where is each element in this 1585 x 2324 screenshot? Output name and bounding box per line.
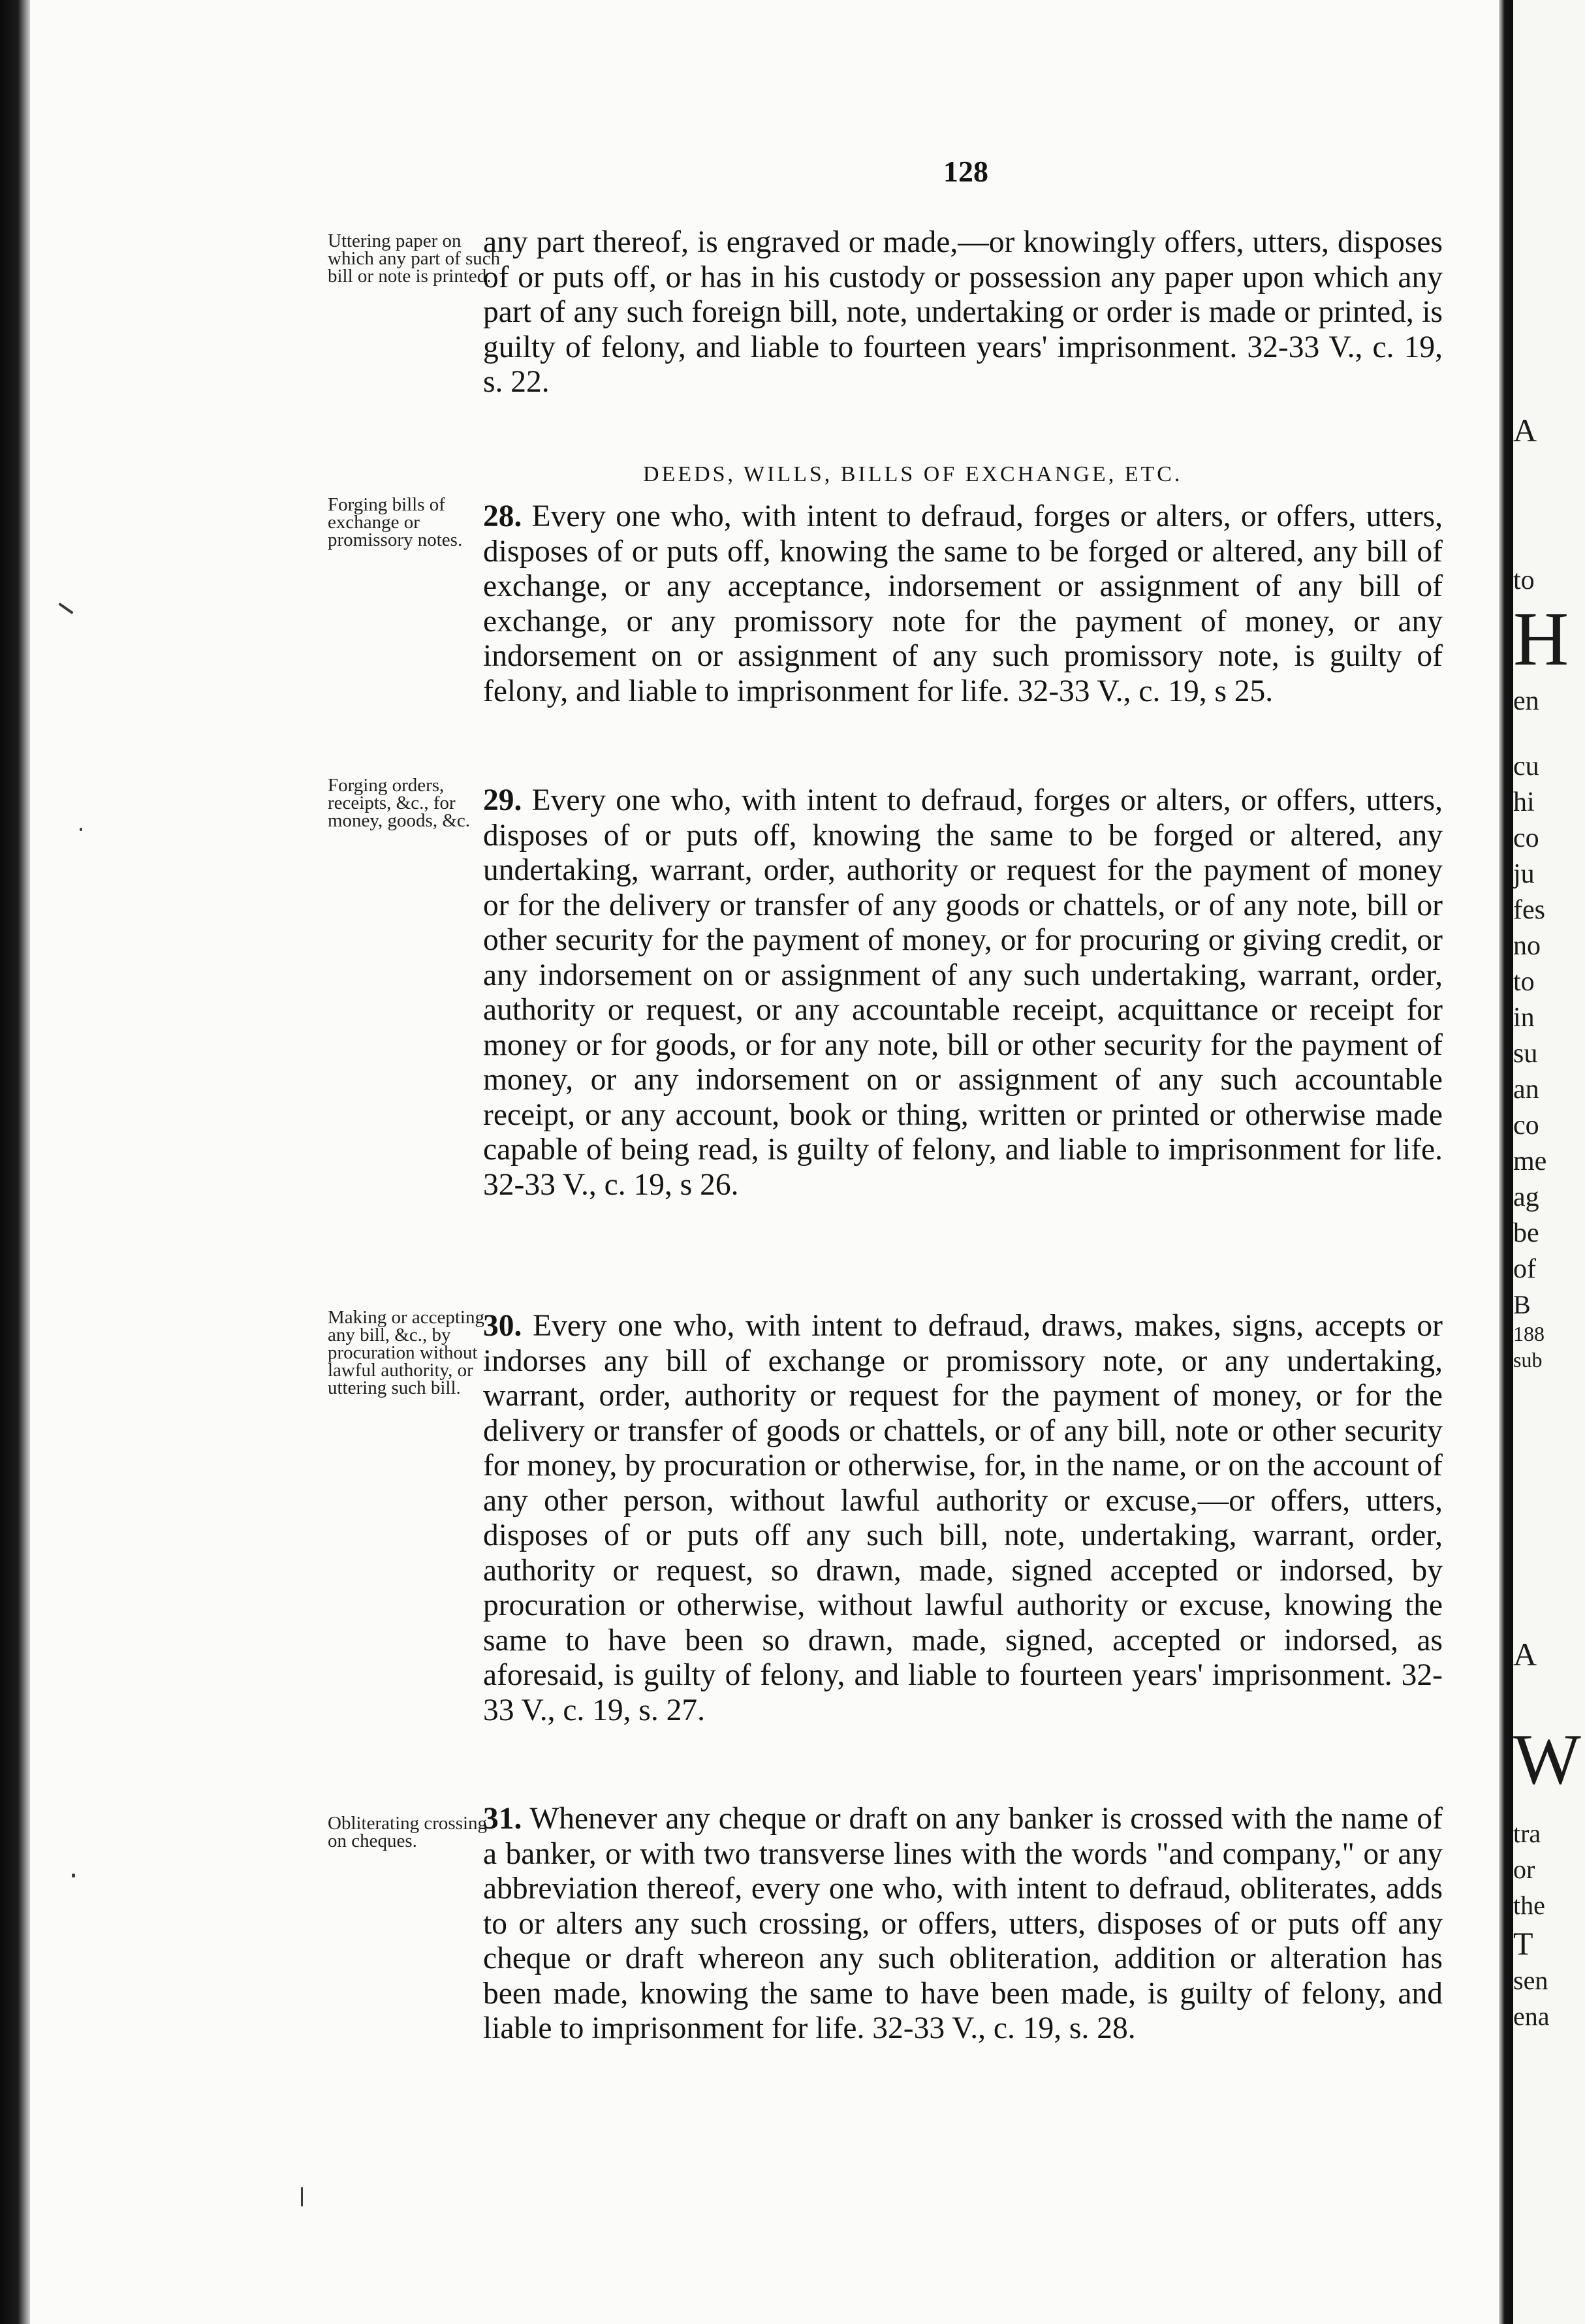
- facing-page-fragment: W: [1513, 1719, 1581, 1799]
- margin-note-forging-orders: Forging orders, receipts, &c., for money, goods, &c.: [328, 775, 471, 831]
- paragraph-text: Every one who, with intent to defraud, draws, makes, signs, accepts or indorses any bill of exchange or promissory note, or any undertaking, warrant, order, authority or request for the payment of money, or for the delivery or transfer of goods or chattels, or of any bill, note or other security for money, by procuration or otherwise, for, in the name, or on the account of any other person, without lawful authority or excuse,—or offers, utters, disposes of or puts off any such bill, note, undertaking, warrant, order, authority or request, so drawn, made, signed accepted or indorsed, by procuration or otherwise, without lawful authority or excuse, knowing the same to have been so drawn, made, signed, accepted or indorsed, as aforesaid, is guilty of felony, and liable to fourteen years' imprisonment. 32-33 V., c. 19, s. 27.: [483, 1309, 1443, 1727]
- section-29: [483, 783, 1443, 1202]
- section-number: 30.: [483, 1309, 522, 1343]
- facing-page-fragment: ju: [1513, 859, 1535, 889]
- section-number: 31.: [483, 1802, 522, 1836]
- facing-page-fragment: A: [1513, 1636, 1537, 1672]
- scan-speck: [80, 828, 82, 831]
- margin-note-making-accepting-bills: Making or accepting any bill, &c., by procuration without lawful authority, or uttering such bill.: [328, 1307, 484, 1398]
- paragraph-text: Every one who, with intent to defraud, forges or alters, or offers, utters, disposes of or puts off, knowing the same to be forged or altered, any undertaking, warrant, order, authority or request for the payment of money or for the delivery or transfer of any goods or chattels, or of any note, bill or other security for the payment of money, or for procuring or giving credit, or any indorsement on or assignment of any such undertaking, warrant, order, authority or request, or any accountable receipt, acquittance or receipt for money or for goods, or for any note, bill or other security for the payment of money, or any indorsement on or assignment of any such accountable receipt, or any account, book or thing, written or printed or otherwise made capable of being read, is guilty of felony, and liable to imprisonment for life. 32-33 V., c. 19, s 26.: [483, 783, 1443, 1202]
- paragraph-text: any part thereof, is engraved or made,—or knowingly offers, utters, disposes of or puts off, or has in his custody or possession any paper upon which any part of any such foreign bill, note, undertaking or order is made or printed, is guilty of felony, and liable to fourteen years' imprisonment. 32-33 V., c. 19, s. 22.: [483, 225, 1443, 399]
- section-number: 29.: [483, 783, 522, 817]
- margin-note-obliterating-crossing: Obliterating crossing on cheques.: [328, 1813, 488, 1851]
- facing-page-fragment: B: [1513, 1290, 1531, 1319]
- section-30: [483, 1309, 1443, 1728]
- facing-page-fragment: of: [1513, 1254, 1536, 1284]
- margin-note-uttering-paper: Uttering paper on which any part of such bill or note is printed.: [328, 230, 501, 287]
- facing-page-fragment: A: [1513, 412, 1537, 448]
- facing-page-fragment: 188: [1513, 1322, 1545, 1345]
- facing-page-fragment: cu: [1513, 751, 1539, 781]
- facing-page-fragment: hi: [1513, 787, 1535, 817]
- facing-page-fragment: to: [1513, 967, 1535, 997]
- facing-page-fragment: su: [1513, 1039, 1538, 1069]
- section-28: [483, 499, 1443, 709]
- facing-page-fragment: T: [1513, 1925, 1533, 1962]
- facing-page-fragment: sen: [1513, 1966, 1548, 1995]
- scan-speck: [72, 1874, 75, 1877]
- book-gutter: [1499, 0, 1513, 2324]
- facing-page-fragment: me: [1513, 1146, 1547, 1176]
- facing-page-fragment: the: [1513, 1891, 1545, 1920]
- facing-page-edge: [1513, 0, 1585, 2324]
- facing-page-fragment: ena: [1513, 2002, 1550, 2031]
- facing-page-fragment: be: [1513, 1218, 1539, 1248]
- facing-page-fragment: to: [1513, 565, 1535, 595]
- facing-page-fragment: tra: [1513, 1819, 1541, 1848]
- facing-page-fragment: fes: [1513, 895, 1545, 925]
- facing-page-fragment: co: [1513, 823, 1539, 853]
- scan-speck: [301, 2187, 303, 2206]
- facing-page-fragment: en: [1513, 686, 1539, 716]
- facing-page-fragment: ag: [1513, 1182, 1539, 1212]
- facing-page-fragment: H: [1513, 596, 1569, 682]
- facing-page-fragment: or: [1513, 1855, 1535, 1884]
- paragraph-continuation: [483, 225, 1443, 400]
- scan-border-left: [0, 0, 30, 2324]
- section-heading: DEEDS, WILLS, BILLS OF EXCHANGE, ETC.: [643, 462, 1183, 486]
- section-31: [483, 1802, 1443, 2047]
- paragraph-text: Every one who, with intent to defraud, forges or alters, or offers, utters, disposes of or puts off, knowing the same to be forged or altered, any bill of exchange, or any acceptance, indorsement or assignment of any bill of exchange, or any promissory note for the payment of money, or any indorsement on or assignment of any such promissory note, is guilty of felony, and liable to imprisonment for life. 32-33 V., c. 19, s 25.: [483, 499, 1443, 708]
- margin-note-forging-bills: Forging bills of exchange or promissory notes.: [328, 494, 463, 550]
- facing-page-fragment: an: [1513, 1075, 1539, 1105]
- facing-page-fragment: sub: [1513, 1348, 1543, 1372]
- facing-page-fragment: no: [1513, 931, 1541, 961]
- page-number: 128: [943, 155, 988, 188]
- facing-page-fragment: co: [1513, 1110, 1539, 1140]
- paragraph-text: Whenever any cheque or draft on any banker is crossed with the name of a banker, or with two transverse lines with the words "and company," or any abbreviation thereof, every one who, with intent to defraud, obliterates, adds to or alters any such crossing, or offers, utters, disposes of or puts off any cheque or draft whereon any such obliteration, addition or alteration has been made, knowing the same to have been made, is guilty of felony, and liable to imprisonment for life. 32-33 V., c. 19, s. 28.: [483, 1802, 1443, 2045]
- facing-page-fragment: in: [1513, 1003, 1535, 1033]
- section-number: 28.: [483, 499, 522, 533]
